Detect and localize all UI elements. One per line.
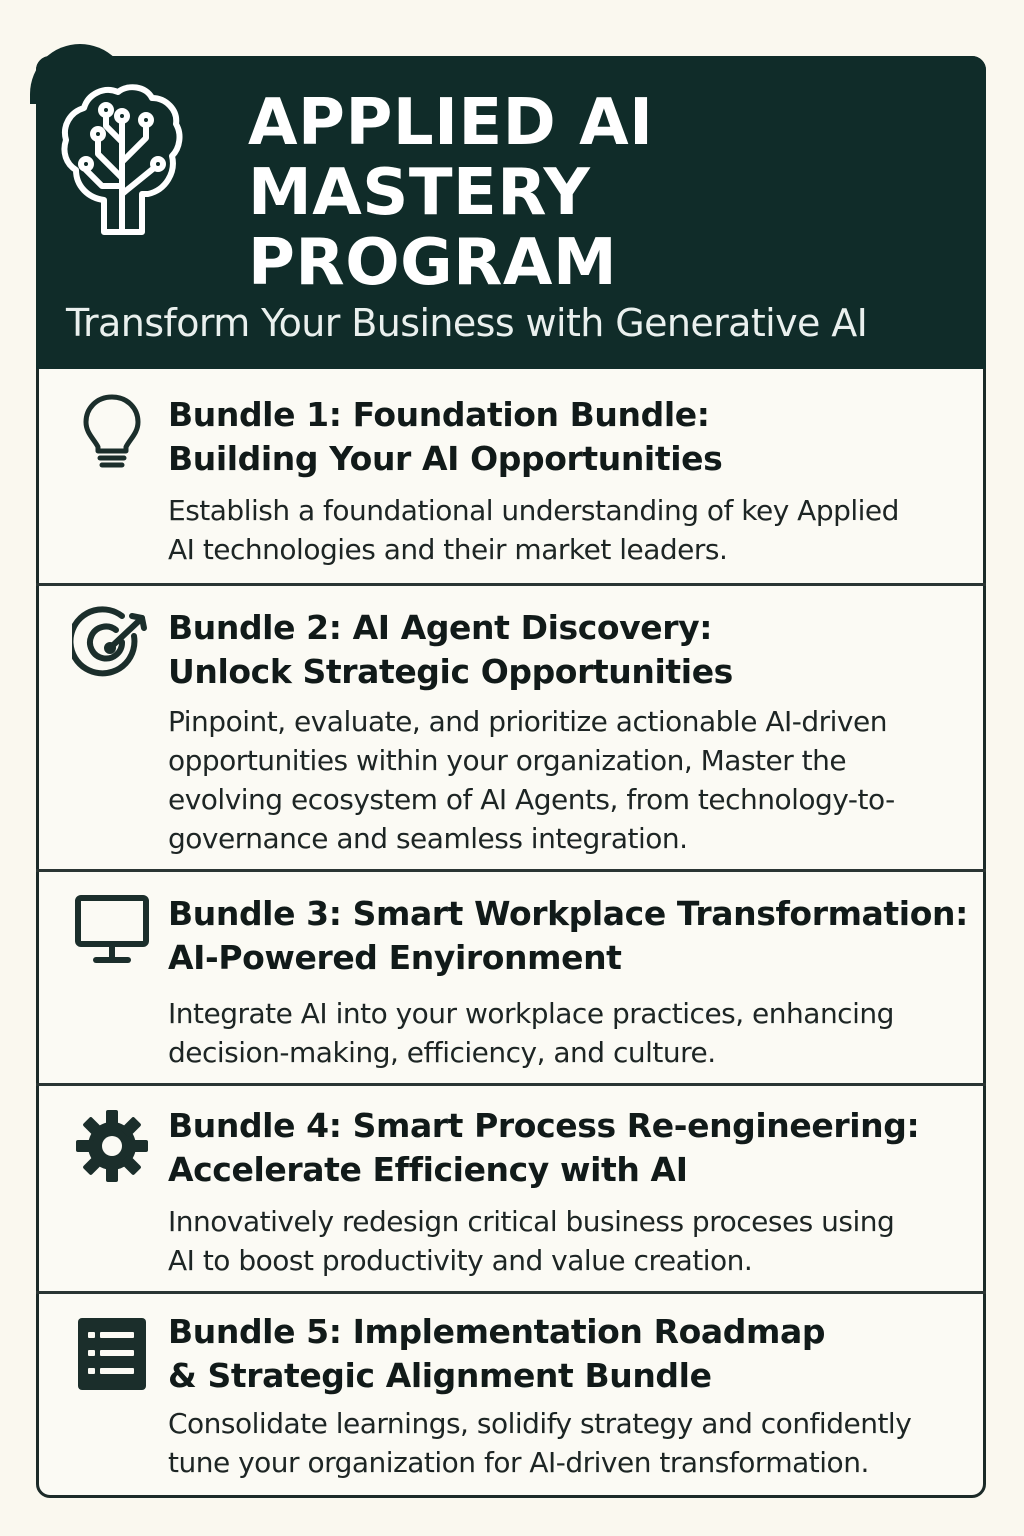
lightbulb-icon xyxy=(72,391,152,471)
bundle-title: Bundle 1: Foundation Bundle: Building Your AI Opportunities xyxy=(168,395,723,478)
bundle-card-4 xyxy=(36,1083,986,1293)
checklist-icon xyxy=(72,1314,152,1394)
bundle-title: Bundle 4: Smart Process Re-engineering: Accelerate Efficiency with AI xyxy=(168,1106,920,1189)
bundle-card-1 xyxy=(36,369,986,583)
bundle-title: Bundle 2: AI Agent Discovery: Unlock Strategic Opportunities xyxy=(168,608,733,691)
bundle-title: Bundle 5: Implementation Roadmap & Strategic Alignment Bundle xyxy=(168,1312,826,1395)
target-icon xyxy=(72,606,152,686)
monitor-icon xyxy=(72,890,152,970)
bundle-description: Establish a foundational understanding of key Applied AI technologies and their market leaders. xyxy=(168,494,899,566)
bundle-title: Bundle 3: Smart Workplace Transformation: AI-Powered Enyironment xyxy=(168,894,968,977)
program-title: APPLIED AI MASTERY PROGRAM xyxy=(248,86,654,300)
bundle-description: Innovatively redesign critical business proceses using AI to boost productivity and value creation. xyxy=(168,1205,895,1277)
bundle-description: Consolidate learnings, solidify strategy and confidently tune your organization for AI-driven transformation. xyxy=(168,1407,912,1479)
bundle-description: Integrate AI into your workplace practices, enhancing decision-making, efficiency, and culture. xyxy=(168,997,894,1069)
bundle-card-3 xyxy=(36,869,986,1083)
brain-circuit-icon xyxy=(58,82,184,252)
program-subtitle: Transform Your Business with Generative AI xyxy=(66,301,868,345)
bundle-description: Pinpoint, evaluate, and prioritize actionable AI-driven opportunities within your organization, Master the evolving ecosystem of AI Agents, from technology-to- governance and seamless integration. xyxy=(168,705,895,855)
bundle-card-2 xyxy=(36,583,986,871)
bundle-card-5 xyxy=(36,1291,986,1497)
gear-icon xyxy=(72,1106,152,1186)
